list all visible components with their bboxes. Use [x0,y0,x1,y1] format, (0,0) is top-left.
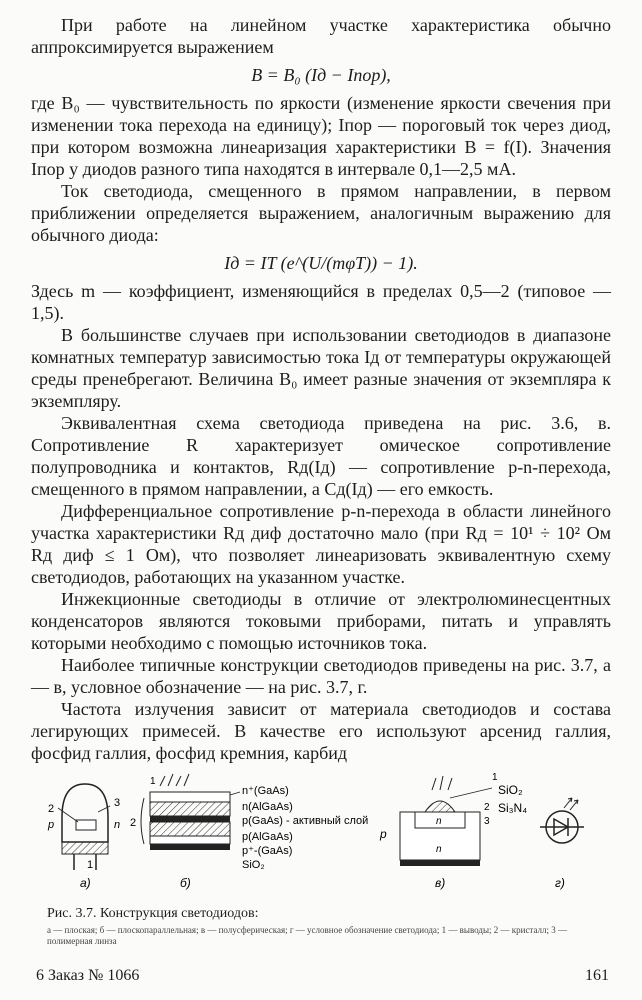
page-number: 161 [585,967,609,984]
figure-g [540,798,584,890]
fig-v-label: в) [435,876,446,890]
figure-caption: Рис. 3.7. Конструкция светодиодов: [47,906,259,921]
formula-brightness: B = B₀ (Iд − Iпор), [251,65,391,85]
fig-v-num-2: 2 [484,802,490,813]
fig-b-layer: p⁺-(GaAs) [242,845,293,857]
formula-current: Iд = IT (e^(U/(mφT)) − 1). [224,253,418,273]
fig-v-p: p [380,827,387,841]
fig-b-label: б) [180,876,191,890]
figure-v [379,772,527,890]
figure-legend: а — плоская; б — плоскопараллельная; в — полусферическая; г — условное обозначение светодиода; 1 — выводы; 2 — кристалл; 3 — полимерная линза [47,925,568,946]
paragraph: Здесь m — коэффициент, изменяющийся в пределах 0,5—2 (типовое — 1,5). [31,281,611,323]
led-constructions-figure [40,772,610,902]
figure-a [47,784,120,890]
fig-b-layer: SiO₂ [242,859,265,871]
paragraph: Ток светодиода, смещенного в прямом направлении, в первом приближении определяется выражением, аналогичным выражению для обычного диода: [31,181,611,245]
paragraph: В большинстве случаев при использовании светодиодов в диапазоне комнатных температур зависимостью тока Iд от температуры окружающей среды пренебрегают. Величина B₀ имеет разные значения от экземпляра к экземпляру. [31,325,611,411]
fig-g-label: г) [555,876,565,890]
paragraph: Наиболее типичные конструкции светодиодов приведены на рис. 3.7, а — в, условное обозначение — на рис. 3.7, г. [31,655,611,697]
paragraph: Эквивалентная схема светодиода приведена на рис. 3.6, в. Сопротивление R характеризует омическое сопротивление полупроводника и контактов, Rд(Iд) — сопротивление p-n-перехода, смещенного в прямом направлении, а Cд(Iд) — его емкость. [31,413,611,499]
text-body [31,14,611,764]
fig-a-n: n [114,819,121,831]
fig-b-layer: p(AlGaAs) [242,831,293,843]
paragraph: где B₀ — чувствительность по яркости (изменение яркости свечения при изменении тока перехода на единицу); Iпор — пороговый ток через диод, при котором возможна линеаризация характеристики B = f(I). Значения Iпор у диодов разного типа находятся в интервале 0,1—2,5 мА. [31,93,611,179]
fig-a-num-2: 2 [48,803,55,815]
fig-v-sio2: SiO₂ [498,783,523,797]
printer-signature: 6 Заказ № 1066 [36,967,140,984]
paragraph: Инжекционные светодиоды в отличие от электролюминесцентных конденсаторов являются токовыми приборами, питать и управлять которыми необходимо с помощью источников тока. [31,589,611,653]
fig-v-num-1: 1 [492,772,498,783]
fig-a-label: а) [80,876,91,890]
paragraph: Дифференциальное сопротивление p-n-перехода в области линейного участка характеристики Rд диф достаточно мало (при Rд = 10¹ ÷ 10² Ом Rд диф ≤ 1 Ом), что позволяет линеаризовать эквивалентную схему светодиодов, работающих на указанном участке. [31,501,611,587]
figure-b [130,774,368,890]
fig-a-num-1: 1 [87,859,94,871]
fig-b-layer: p(GaAs) - активный слой [242,815,369,827]
fig-v-si3n4: Si₃N₄ [498,801,528,815]
fig-v-n: n [436,816,442,827]
paragraph: При работе на линейном участке характеристика обычно аппроксимируется выражением [31,15,611,57]
fig-b-layer: n⁺(GaAs) [242,785,289,797]
fig-b-num-1: 1 [150,776,156,787]
fig-a-num-3: 3 [114,797,121,809]
fig-a-p: p [48,819,55,831]
fig-b-layer: n(AlGaAs) [242,801,293,813]
fig-v-n2: n [436,844,442,855]
paragraph: Частота излучения зависит от материала светодиодов и состава легирующих примесей. В качестве его используют арсенид галлия, фосфид галлия, фосфид кремния, карбид [31,699,611,763]
fig-v-num-3: 3 [484,816,490,827]
fig-b-num-2: 2 [130,817,137,829]
